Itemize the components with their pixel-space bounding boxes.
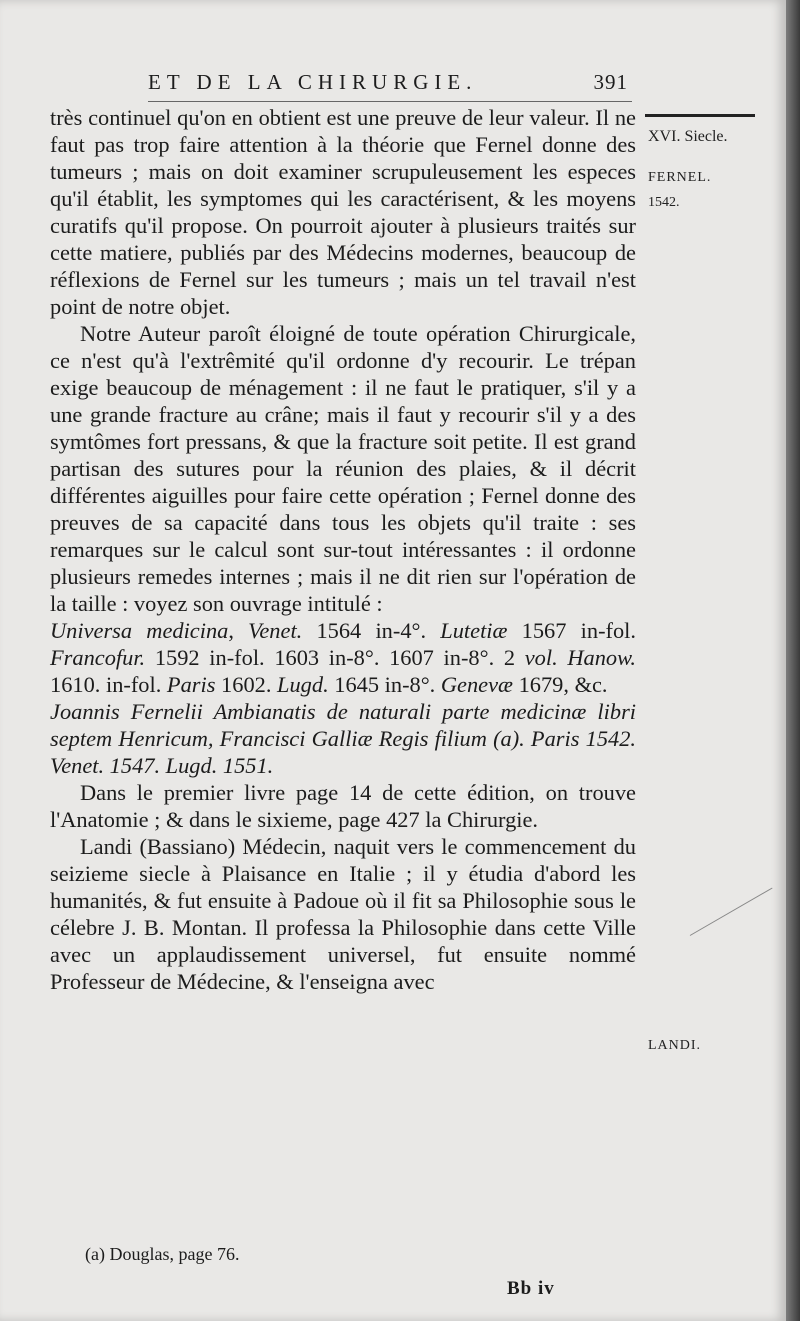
pencil-mark (690, 888, 773, 936)
bib-place: vol. Hanow. (524, 645, 636, 670)
paragraph-operations: Notre Auteur paroît éloigné de toute opération Chirurgicale, ce n'est qu'à l'extrêmité qu'il ordonne d'y recourir. Le trépan exige beaucoup de ménagement : il ne faut le pratiquer, s'il y a une grande fracture au crâne; mais il faut y recourir s'il y a des symtômes fort pressans, & que la fracture soit petite. Il est grand partisan des sutures pour la réunion des plaies, & il décrit différentes aiguilles pour faire cette opération ; Fernel donne des preuves de sa capacité dans tous les objets qu'il traite : ses remarques sur le calcul sont sur-tout intéressantes : il ordonne plusieurs remedes internes ; mais il ne dit rien sur l'opération de la taille : voyez son ouvrage intitulé : (50, 321, 636, 616)
bib-text: , (228, 618, 249, 643)
running-header (148, 70, 628, 100)
bib-text: 1679, &c. (513, 672, 608, 697)
page-number: 391 (593, 70, 628, 94)
paragraph-continued: très continuel qu'on en obtient est une preuve de leur valeur. Il ne faut pas trop faire attention à la théorie que Fernel donne des tumeurs ; mais on doit examiner scrupuleusement les especes qu'il établit, les symptomes qui les caractérisent, & les moyens curatifs qu'il propose. On pourroit ajouter à plusieurs traités sur cette matiere, publiés par des Médecins modernes, beaucoup de réflexions de Fernel sur les tumeurs ; mais un tel travail n'est point de notre objet. (50, 105, 636, 319)
bibliography-universa (50, 617, 636, 698)
bibliography-naturali: Joannis Fernelii Ambianatis de naturali parte medicinæ libri septem Henricum, Francisci Galliæ Regis filium (a). Paris 1542. Venet. 1547. Lugd. 1551. (50, 699, 636, 778)
signature-mark: Bb iv (507, 1278, 555, 1299)
bib-place: Paris (166, 672, 216, 697)
bib-text: 1567 in-fol. (507, 618, 636, 643)
paragraph-landi: Landi (Bassiano) Médecin, naquit vers le commencement du seizieme siecle à Plaisance en Italie ; il y étudia d'abord les humanités, & fut ensuite à Padoue où il fit sa Philosophie sous le célebre J. B. Montan. Il professa la Philosophie dans cette Ville avec un applaudissement universel, fut ensuite nommé Professeur de Médecine, & l'enseigna avec (50, 834, 636, 994)
margin-note-year: 1542. (648, 195, 680, 210)
bib-place: Venet. (248, 618, 303, 643)
bib-text: 1610. in-fol. (50, 672, 167, 697)
body-text (50, 104, 636, 995)
bib-text: 1564 in-4°. (302, 618, 441, 643)
margin-note-fernel: FERNEL. (648, 170, 712, 185)
paragraph-edition: Dans le premier livre page 14 de cette édition, on trouve l'Anatomie ; & dans le sixieme, page 427 la Chirurgie. (50, 780, 636, 832)
bib-text: 1645 in-8°. (328, 672, 441, 697)
bib-place: Lutetiæ (440, 618, 508, 643)
header-title: ET DE LA CHIRURGIE. (148, 70, 478, 94)
margin-note-landi: LANDI. (648, 1038, 702, 1053)
bib-text: 1592 in-fol. 1603 in-8°. 1607 in-8°. 2 (145, 645, 525, 670)
bib-place: Francofur. (50, 645, 146, 670)
margin-rule (645, 114, 755, 117)
bib-place: Lugd. (277, 672, 329, 697)
margin-note-century: XVI. Siecle. (648, 128, 728, 145)
bib-title: Universa medicina (50, 618, 229, 643)
bib-text: 1602. (215, 672, 278, 697)
book-spine-edge (786, 0, 800, 1321)
footnote: (a) Douglas, page 76. (85, 1244, 240, 1264)
header-rule (148, 101, 632, 102)
bib-place: Genevæ (440, 672, 513, 697)
